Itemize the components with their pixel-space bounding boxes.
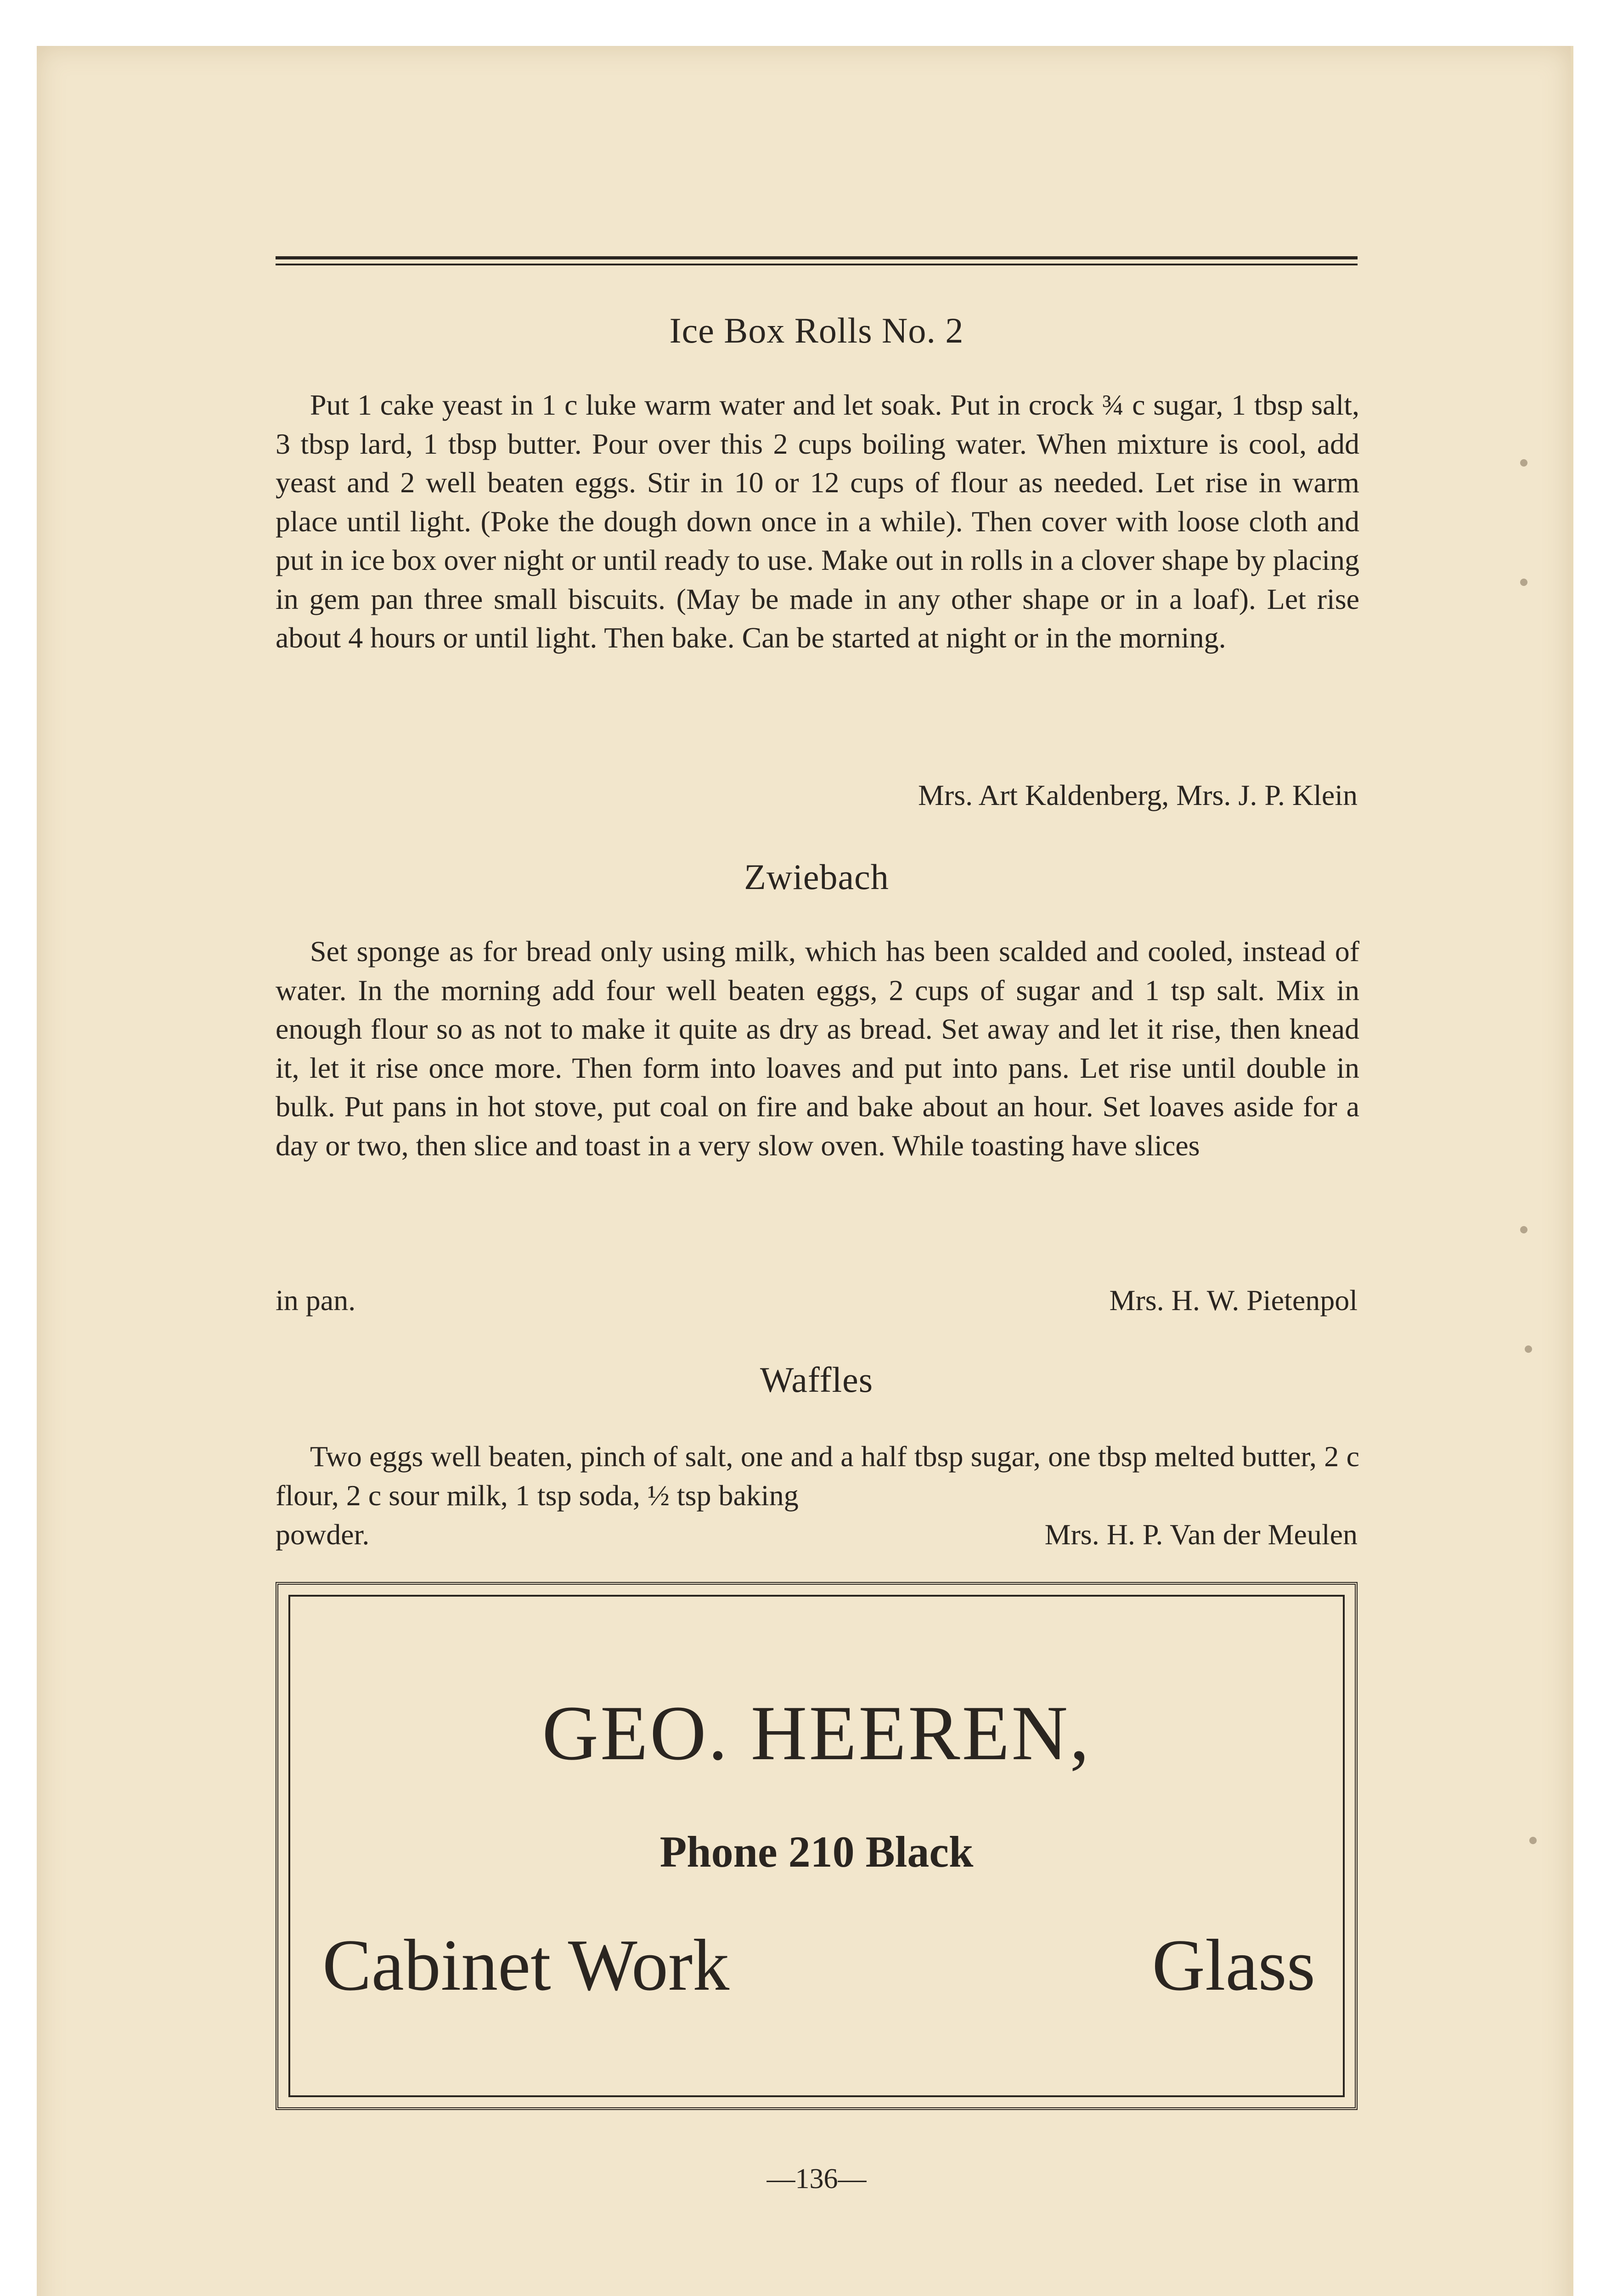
recipe-body-end-zwiebach: in pan. — [276, 1284, 356, 1317]
recipe-lastline-zwiebach — [276, 1281, 1358, 1320]
recipe-lastline-waffles — [276, 1515, 1358, 1554]
recipe-author-zwiebach: Mrs. H. W. Pietenpol — [1109, 1284, 1358, 1317]
paper-speck — [1529, 1837, 1537, 1844]
recipe-body-ice-box-rolls: Put 1 cake yeast in 1 c luke warm water and let soak. Put in crock ¾ c sugar, 1 tbsp salt, 3 tbsp lard, 1 tbsp butter. Pour over this 2 cups boiling water. When mixture is cool, add yeast and 2 well beaten eggs. Stir in 10 or 12 cups of flour as needed. Let rise in warm place until light. (Poke the dough down once in a while). Then cover with loose cloth and put in ice box over night or until ready to use. Make out in rolls in a clover shape by placing in gem pan three small biscuits. (May be made in any other shape or in a loaf). Let rise about 4 hours or until light. Then bake. Can be started at night or in the morning. — [276, 388, 1359, 654]
advertisement-inner-border — [288, 1595, 1345, 2097]
advertisement-service-right: Glass — [1152, 1924, 1315, 2006]
recipe-body-end-waffles: powder. — [276, 1518, 370, 1551]
recipe-title-waffles: Waffles — [760, 1360, 873, 1400]
recipe-author-ice-box-rolls: Mrs. Art Kaldenberg, Mrs. J. P. Klein — [918, 779, 1358, 811]
book-page — [37, 46, 1573, 2296]
paper-speck — [1520, 1226, 1527, 1233]
paper-speck — [1520, 459, 1527, 467]
advertisement-name: GEO. HEEREN, — [542, 1690, 1091, 1776]
recipe-body-zwiebach: Set sponge as for bread only using milk, which has been scalded and cooled, instead of water. In the morning add four well beaten eggs, 2 cups of sugar and 1 tsp salt. Mix in enough flour so as not to make it quite as dry as bread. Set away and let it rise, then knead it, let it rise once more. Then form into loaves and put into pans. Let rise until double in bulk. Put pans in hot stove, put coal on fire and bake about an hour. Set loaves aside for a day or two, then slice and toast in a very slow oven. While toasting have slices — [276, 935, 1359, 1162]
paper-speck — [1520, 579, 1527, 586]
recipe-author-waffles: Mrs. H. P. Van der Meulen — [1044, 1518, 1358, 1551]
paper-speck — [1525, 1345, 1532, 1353]
top-double-rule — [276, 256, 1358, 265]
page-number: —136— — [766, 2163, 867, 2195]
advertisement-phone: Phone 210 Black — [659, 1827, 974, 1876]
advertisement-service-left: Cabinet Work — [322, 1924, 730, 2006]
recipe-body-waffles: Two eggs well beaten, pinch of salt, one and a half tbsp sugar, one tbsp melted butter, 2 c flour, 2 c sour milk, 1 tsp soda, ½ tsp baking — [276, 1440, 1359, 1512]
recipe-title-zwiebach: Zwiebach — [744, 857, 889, 897]
recipe-title-ice-box-rolls: Ice Box Rolls No. 2 — [669, 310, 964, 350]
advertisement-box — [276, 1582, 1358, 2110]
